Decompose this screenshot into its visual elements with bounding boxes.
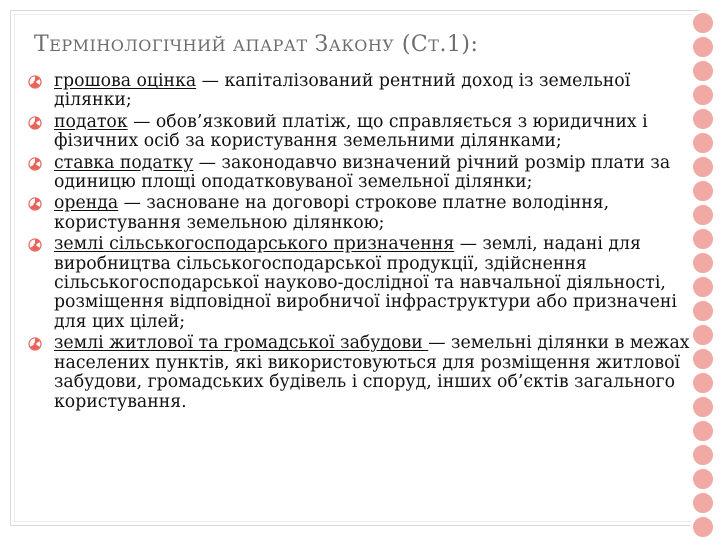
term-name: податок <box>54 111 128 132</box>
term-list-container <box>28 72 700 414</box>
title-smallcaps: АПАРАТ <box>232 36 308 55</box>
decor-circle-icon <box>690 418 716 444</box>
decor-circle-icon <box>690 466 716 492</box>
radiation-bullet-icon <box>28 197 42 211</box>
title-smallcaps: АКОНУ <box>328 36 395 55</box>
term-name: ставка податку <box>54 152 194 173</box>
list-item <box>28 235 700 332</box>
decor-circle-icon <box>690 10 716 36</box>
term-name: землі сільськогосподарського призначення <box>54 234 455 255</box>
decor-circle-icon <box>690 34 716 60</box>
title-tail: .1): <box>439 32 479 57</box>
title-space <box>226 32 233 56</box>
term-list <box>28 72 700 412</box>
decor-circle-icon <box>690 442 716 468</box>
title-cap: З <box>314 32 329 57</box>
term-definition: — землі, надані для виробництва сільськогосподарської продукції, здійснення сільськогосподарської науково-дослідної та навчальної діяльності, розміщення відповідної виробничої інфраструктури або призначені для цих цілей; <box>54 234 677 332</box>
title-smallcaps: Т <box>428 36 440 55</box>
slide-title <box>34 32 478 57</box>
list-item <box>28 154 700 193</box>
term-definition: — засноване на договорі строкове платне володіння, користування земельною ділянкою; <box>54 193 610 233</box>
list-item <box>28 194 700 233</box>
title-paren: ( <box>394 32 411 57</box>
term-definition: — законодавчо визначений річний розмір плати за одиницю площі оподатковуваної земельної ділянки; <box>54 152 671 193</box>
list-item <box>28 334 700 412</box>
term-name: оренда <box>54 193 119 214</box>
list-item <box>28 113 700 152</box>
term-definition: — земельні ділянки в межах населених пунктів, які використовуються для розміщення житлової забудови, громадських будівель і споруд, інших об’єктів загального користування. <box>54 333 690 412</box>
list-item <box>28 72 700 111</box>
term-name: землі житлової та громадської забудови <box>54 333 429 354</box>
title-smallcaps: ЕРМІНОЛОГІЧНИЙ <box>49 36 227 55</box>
radiation-bullet-icon <box>28 116 42 130</box>
term-definition: — обов’язковий платіж, що справляється з юридичних і фізичних осіб за користування земельними ділянками; <box>54 111 648 152</box>
decor-circle-icon <box>690 514 716 540</box>
decor-circle-icon <box>690 490 716 516</box>
term-definition: — капіталізований рентний доход із земельної ділянки; <box>54 71 631 111</box>
radiation-bullet-icon <box>28 337 42 351</box>
radiation-bullet-icon <box>28 157 42 171</box>
term-name: грошова оцінка <box>54 71 197 91</box>
title-cap: Т <box>34 32 50 57</box>
title-cap: С <box>410 32 429 57</box>
radiation-bullet-icon <box>28 238 42 252</box>
radiation-bullet-icon <box>28 75 42 89</box>
